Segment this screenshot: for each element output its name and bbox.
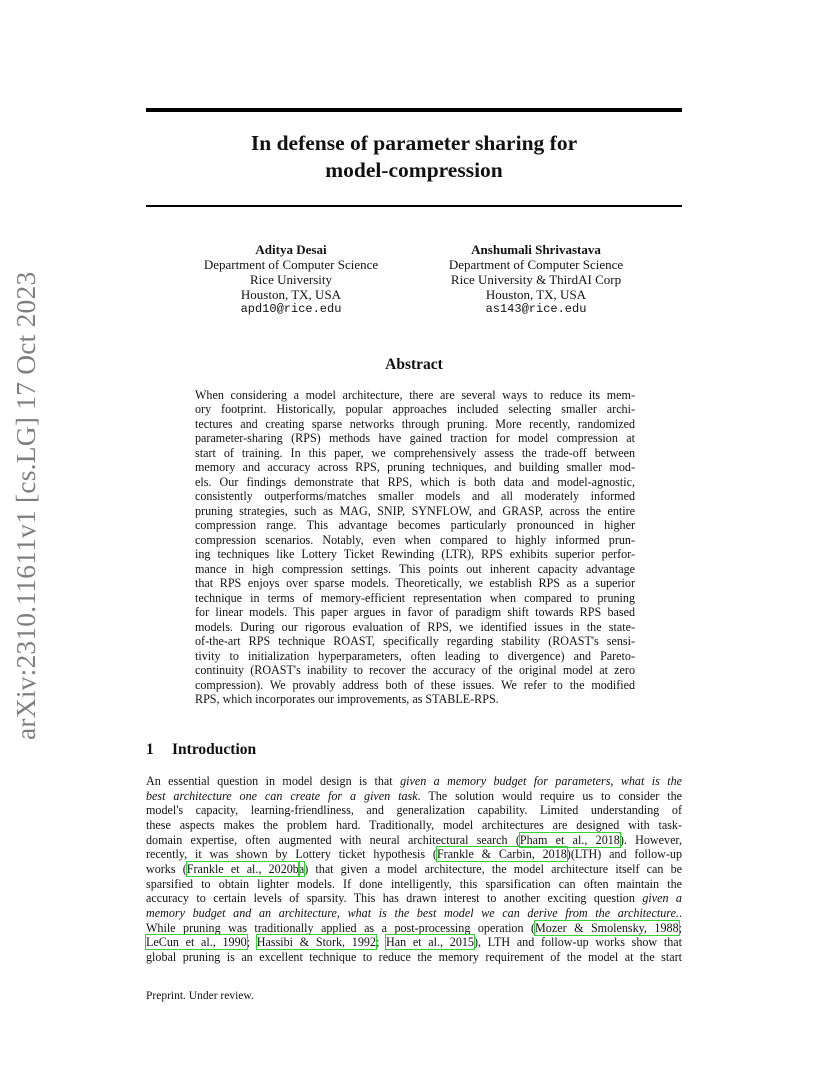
author-email[interactable]: as143@rice.edu xyxy=(485,302,587,316)
abstract-line: memory and accuracy across RPS, pruning techniques, and building smaller mod- xyxy=(195,460,635,475)
paper-title xyxy=(146,130,682,184)
author-name: Aditya Desai xyxy=(255,242,327,257)
intro-text: ) that given a model architecture, the model architecture itself can be xyxy=(304,861,682,876)
abstract-line: that RPS enjoys over sparse models. Theoretically, we establish RPS as a superior xyxy=(195,576,635,591)
citation-link[interactable]: Pham et al., 2018 xyxy=(519,832,620,847)
author-department: Department of Computer Science xyxy=(448,257,624,272)
intro-line xyxy=(146,906,682,921)
intro-text: ; xyxy=(375,935,387,950)
intro-line: sparsified to obtain lighter models. If done intelligently, this sparsification can often maintain the xyxy=(146,876,682,891)
abstract-line: start of training. In this paper, we comprehensively assess the trade-off between xyxy=(195,445,635,460)
intro-text: ; xyxy=(246,935,257,950)
abstract-line: tectures and creating sparse networks through pruning. More recently, randomized xyxy=(195,416,635,431)
intro-line xyxy=(146,891,682,906)
abstract-line: technique in terms of memory-efficient representation when compared to pruning xyxy=(195,590,635,605)
author-department: Department of Computer Science xyxy=(203,257,379,272)
intro-line: model's capacity, learning-friendliness, and generalization capability. Limited understanding of xyxy=(146,803,682,818)
intro-emphasis: best architecture one can create for a given task xyxy=(146,788,418,803)
citation-link[interactable]: Mozer & Smolensky, 1988 xyxy=(535,920,679,935)
abstract-line: models. During our rigorous evaluation of RPS, we identified issues in the state- xyxy=(195,619,635,634)
intro-text: ). However, xyxy=(619,832,683,847)
abstract-heading: Abstract xyxy=(385,356,443,373)
title-top-rule xyxy=(146,108,682,112)
intro-line xyxy=(146,774,682,789)
citation-link[interactable]: a xyxy=(298,861,305,876)
title-line-2: model-compression xyxy=(325,158,503,182)
abstract-line: of-the-art RPS technique ROAST, specifically regarding stability (ROAST's sensi- xyxy=(195,634,635,649)
abstract-line: compression scenarios. Notably, even when compared to highly informed prun- xyxy=(195,532,635,547)
author-location: Houston, TX, USA xyxy=(485,287,587,302)
intro-line xyxy=(146,847,682,862)
intro-text: )(LTH) and follow-up xyxy=(566,847,683,862)
intro-text: accuracy to certain levels of sparsity. This has drawn interest to another exciting question xyxy=(146,891,643,906)
section-number: 1 xyxy=(146,741,154,758)
intro-text: domain expertise, often augmented with neural architectural search ( xyxy=(146,832,520,847)
abstract-line: compression range. This advantage becomes particularly pronounced in higher xyxy=(195,518,635,533)
section-heading xyxy=(146,741,256,759)
author-block-2 xyxy=(430,242,642,317)
intro-line xyxy=(146,935,682,950)
intro-text: recently, it was shown by Lottery ticket hypothesis ( xyxy=(146,847,437,862)
citation-link[interactable]: Frankle et al., 2020b xyxy=(186,861,299,876)
abstract-line: ing techniques like Lottery Ticket Rewinding (LTR), RPS exhibits superior perfor- xyxy=(195,547,635,562)
author-block-1 xyxy=(186,242,396,317)
intro-text: ; xyxy=(678,920,682,935)
abstract-line: compression). We provably address both of these issues. We refer to the modified xyxy=(195,677,635,692)
intro-text: ), LTH and follow-up works show that xyxy=(473,935,682,950)
abstract-line: mance in high compression settings. This points out inherent capacity advantage xyxy=(195,561,635,576)
intro-line xyxy=(146,789,682,804)
abstract-line: parameter-sharing (RPS) methods have gained traction for model compression at xyxy=(195,431,635,446)
intro-text: An essential question in model design is that xyxy=(146,774,401,788)
abstract-line: consistently outperforms/matches smaller models and all moderately informed xyxy=(195,489,635,504)
title-line-1: In defense of parameter sharing for xyxy=(250,131,578,155)
abstract-line: pruning strategies, such as MAG, SNIP, SYNFLOW, and GRASP, across the entire xyxy=(195,503,635,518)
citation-link[interactable]: LeCun et al., 1990 xyxy=(146,935,247,950)
author-name: Anshumali Shrivastava xyxy=(471,242,601,257)
section-title: Introduction xyxy=(172,741,257,758)
intro-text: While pruning was traditionally applied as a post-processing operation ( xyxy=(146,920,536,935)
arxiv-stamp: arXiv:2310.11611v1 [cs.LG] 17 Oct 2023 xyxy=(10,271,41,740)
citation-link[interactable]: Han et al., 2015 xyxy=(386,935,474,950)
author-affiliation: Rice University & ThirdAI Corp xyxy=(450,272,622,287)
author-affiliation: Rice University xyxy=(250,272,332,287)
intro-line xyxy=(146,862,682,877)
intro-line xyxy=(146,921,682,936)
intro-emphasis: memory budget and an architecture, what is the best model we can derive from the architecture. xyxy=(146,905,679,920)
abstract-line: for linear models. This paper argues in favor of paradigm shift towards RPS based xyxy=(195,605,635,620)
intro-line xyxy=(146,833,682,848)
abstract-line: els. Our findings demonstrate that RPS, which is both data and model-agnostic, xyxy=(195,474,635,489)
intro-text: . The solution would require us to consider the xyxy=(417,788,682,803)
intro-text: works ( xyxy=(146,861,187,876)
citation-link[interactable]: Hassibi & Stork, 1992 xyxy=(256,935,376,950)
abstract-line: continuity (ROAST's inability to recover the accuracy of the original model at zero xyxy=(195,663,635,678)
introduction-body xyxy=(146,774,682,965)
abstract-line: tivity to initialization hyperparameters, often leading to divergence) and Pareto- xyxy=(195,648,635,663)
intro-line: global pruning is an excellent technique to reduce the memory requirement of the model at the start xyxy=(146,949,682,964)
abstract-line: When considering a model architecture, there are several ways to reduce its mem- xyxy=(195,388,635,402)
author-location: Houston, TX, USA xyxy=(240,287,342,302)
author-email[interactable]: apd10@rice.edu xyxy=(240,302,342,316)
footer-note: Preprint. Under review. xyxy=(146,990,254,1002)
abstract-body xyxy=(195,388,635,707)
intro-emphasis: given a memory budget for parameters, what is the xyxy=(400,774,682,788)
abstract-line: ory footprint. Historically, popular approaches included selecting smaller archi- xyxy=(195,402,635,417)
title-bottom-rule xyxy=(146,205,682,207)
intro-text: . xyxy=(678,905,682,920)
intro-emphasis: given a xyxy=(642,891,682,906)
citation-link[interactable]: Frankle & Carbin, 2018 xyxy=(436,847,567,862)
intro-line: these aspects makes the problem hard. Traditionally, model architectures are designed with task- xyxy=(146,817,682,832)
abstract-line: RPS, which incorporates our improvements, as STABLE-RPS. xyxy=(195,692,499,707)
